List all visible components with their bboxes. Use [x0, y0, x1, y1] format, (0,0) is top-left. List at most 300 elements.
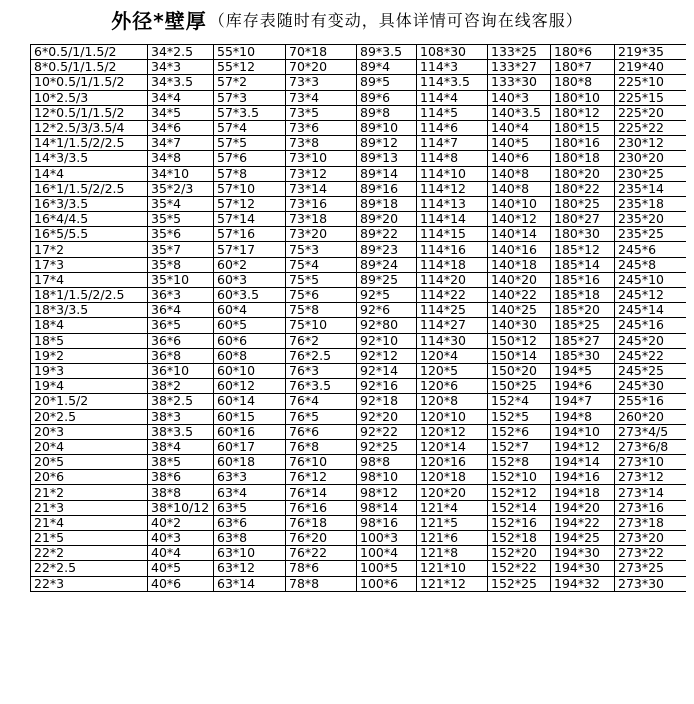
- table-cell: 235*25: [615, 227, 687, 242]
- table-cell: 92*5: [357, 288, 417, 303]
- table-cell: 57*17: [214, 242, 286, 257]
- table-cell: 273*30: [615, 576, 687, 591]
- table-cell: 92*12: [357, 348, 417, 363]
- table-row: [31, 90, 687, 105]
- table-cell: 89*8: [357, 105, 417, 120]
- table-cell: 92*80: [357, 318, 417, 333]
- table-cell: 121*5: [417, 515, 488, 530]
- table-cell: 120*18: [417, 470, 488, 485]
- table-row: [31, 531, 687, 546]
- table-cell: 120*10: [417, 409, 488, 424]
- table-cell: 60*8: [214, 348, 286, 363]
- table-cell: 235*14: [615, 181, 687, 196]
- table-cell: 57*8: [214, 166, 286, 181]
- table-cell: 92*16: [357, 379, 417, 394]
- table-cell: 114*6: [417, 120, 488, 135]
- table-cell: 14*4: [31, 166, 148, 181]
- table-cell: 140*6: [488, 151, 551, 166]
- table-cell: 245*14: [615, 303, 687, 318]
- table-cell: 73*14: [286, 181, 357, 196]
- table-cell: 76*22: [286, 546, 357, 561]
- table-cell: 98*12: [357, 485, 417, 500]
- table-cell: 120*8: [417, 394, 488, 409]
- table-row: [31, 227, 687, 242]
- table-row: [31, 105, 687, 120]
- table-cell: 114*14: [417, 212, 488, 227]
- table-cell: 92*10: [357, 333, 417, 348]
- table-cell: 22*2: [31, 546, 148, 561]
- table-cell: 152*4: [488, 394, 551, 409]
- table-cell: 114*13: [417, 196, 488, 211]
- table-cell: 180*12: [551, 105, 615, 120]
- table-cell: 38*8: [148, 485, 214, 500]
- table-cell: 60*16: [214, 424, 286, 439]
- table-cell: 121*4: [417, 500, 488, 515]
- table-cell: 255*16: [615, 394, 687, 409]
- table-cell: 36*6: [148, 333, 214, 348]
- table-cell: 76*8: [286, 439, 357, 454]
- table-cell: 89*24: [357, 257, 417, 272]
- table-cell: 180*18: [551, 151, 615, 166]
- table-cell: 35*6: [148, 227, 214, 242]
- table-cell: 35*5: [148, 212, 214, 227]
- table-cell: 57*2: [214, 75, 286, 90]
- table-cell: 35*2/3: [148, 181, 214, 196]
- table-cell: 92*14: [357, 363, 417, 378]
- table-row: [31, 439, 687, 454]
- table-row: [31, 166, 687, 181]
- stock-table-body: [31, 45, 687, 592]
- table-cell: 57*4: [214, 120, 286, 135]
- table-cell: 140*25: [488, 303, 551, 318]
- table-row: [31, 333, 687, 348]
- table-cell: 273*14: [615, 485, 687, 500]
- table-cell: 78*6: [286, 561, 357, 576]
- table-row: [31, 363, 687, 378]
- table-cell: 152*7: [488, 439, 551, 454]
- title-main: 外径*壁厚: [111, 8, 207, 33]
- table-row: [31, 272, 687, 287]
- table-row: [31, 500, 687, 515]
- table-row: [31, 242, 687, 257]
- table-cell: 14*1/1.5/2/2.5: [31, 136, 148, 151]
- table-cell: 57*16: [214, 227, 286, 242]
- table-cell: 20*3: [31, 424, 148, 439]
- table-cell: 12*2.5/3/3.5/4: [31, 120, 148, 135]
- table-cell: 140*8: [488, 166, 551, 181]
- table-cell: 89*4: [357, 60, 417, 75]
- table-cell: 38*3: [148, 409, 214, 424]
- table-cell: 60*2: [214, 257, 286, 272]
- table-cell: 78*8: [286, 576, 357, 591]
- table-row: [31, 546, 687, 561]
- table-cell: 152*12: [488, 485, 551, 500]
- table-cell: 16*3/3.5: [31, 196, 148, 211]
- table-cell: 273*20: [615, 531, 687, 546]
- table-cell: 180*22: [551, 181, 615, 196]
- table-cell: 180*27: [551, 212, 615, 227]
- table-cell: 245*16: [615, 318, 687, 333]
- table-cell: 150*12: [488, 333, 551, 348]
- table-cell: 38*2.5: [148, 394, 214, 409]
- table-cell: 273*22: [615, 546, 687, 561]
- table-cell: 63*5: [214, 500, 286, 515]
- table-cell: 76*4: [286, 394, 357, 409]
- table-cell: 235*20: [615, 212, 687, 227]
- table-cell: 185*30: [551, 348, 615, 363]
- table-cell: 114*20: [417, 272, 488, 287]
- table-cell: 36*3: [148, 288, 214, 303]
- table-cell: 73*10: [286, 151, 357, 166]
- table-cell: 140*4: [488, 120, 551, 135]
- table-cell: 38*6: [148, 470, 214, 485]
- table-cell: 10*2.5/3: [31, 90, 148, 105]
- table-cell: 230*20: [615, 151, 687, 166]
- table-cell: 34*2.5: [148, 45, 214, 60]
- table-cell: 60*12: [214, 379, 286, 394]
- table-cell: 73*3: [286, 75, 357, 90]
- table-cell: 185*20: [551, 303, 615, 318]
- table-cell: 20*6: [31, 470, 148, 485]
- table-cell: 75*6: [286, 288, 357, 303]
- table-cell: 76*12: [286, 470, 357, 485]
- table-cell: 60*6: [214, 333, 286, 348]
- table-cell: 152*22: [488, 561, 551, 576]
- table-row: [31, 136, 687, 151]
- table-row: [31, 151, 687, 166]
- table-cell: 152*18: [488, 531, 551, 546]
- table-cell: 194*25: [551, 531, 615, 546]
- table-cell: 273*16: [615, 500, 687, 515]
- table-row: [31, 455, 687, 470]
- table-cell: 194*20: [551, 500, 615, 515]
- table-cell: 114*3.5: [417, 75, 488, 90]
- table-cell: 185*27: [551, 333, 615, 348]
- table-cell: 114*18: [417, 257, 488, 272]
- table-cell: 120*12: [417, 424, 488, 439]
- table-row: [31, 379, 687, 394]
- table-cell: 114*5: [417, 105, 488, 120]
- table-cell: 121*8: [417, 546, 488, 561]
- table-cell: 60*10: [214, 363, 286, 378]
- table-cell: 219*35: [615, 45, 687, 60]
- table-cell: 40*6: [148, 576, 214, 591]
- table-row: [31, 257, 687, 272]
- table-row: [31, 45, 687, 60]
- table-cell: 180*30: [551, 227, 615, 242]
- table-cell: 150*14: [488, 348, 551, 363]
- title-subtitle: （库存表随时有变动，具体详情可咨询在线客服）: [208, 10, 583, 30]
- table-cell: 21*2: [31, 485, 148, 500]
- table-cell: 108*30: [417, 45, 488, 60]
- table-cell: 89*5: [357, 75, 417, 90]
- table-cell: 10*0.5/1/1.5/2: [31, 75, 148, 90]
- table-cell: 36*4: [148, 303, 214, 318]
- table-cell: 150*20: [488, 363, 551, 378]
- table-cell: 75*10: [286, 318, 357, 333]
- table-cell: 76*5: [286, 409, 357, 424]
- table-cell: 100*5: [357, 561, 417, 576]
- table-cell: 194*16: [551, 470, 615, 485]
- table-cell: 245*6: [615, 242, 687, 257]
- table-cell: 89*12: [357, 136, 417, 151]
- table-cell: 63*8: [214, 531, 286, 546]
- table-cell: 76*20: [286, 531, 357, 546]
- table-cell: 98*8: [357, 455, 417, 470]
- table-cell: 16*1/1.5/2/2.5: [31, 181, 148, 196]
- table-row: [31, 348, 687, 363]
- table-cell: 57*3: [214, 90, 286, 105]
- table-cell: 60*5: [214, 318, 286, 333]
- table-cell: 114*4: [417, 90, 488, 105]
- table-cell: 185*18: [551, 288, 615, 303]
- table-cell: 75*3: [286, 242, 357, 257]
- table-cell: 76*16: [286, 500, 357, 515]
- table-cell: 34*10: [148, 166, 214, 181]
- table-cell: 73*5: [286, 105, 357, 120]
- table-cell: 19*2: [31, 348, 148, 363]
- table-cell: 245*8: [615, 257, 687, 272]
- table-cell: 114*27: [417, 318, 488, 333]
- table-cell: 89*13: [357, 151, 417, 166]
- table-cell: 219*40: [615, 60, 687, 75]
- table-row: [31, 212, 687, 227]
- table-cell: 225*10: [615, 75, 687, 90]
- table-cell: 73*20: [286, 227, 357, 242]
- table-cell: 40*4: [148, 546, 214, 561]
- table-cell: 194*18: [551, 485, 615, 500]
- table-cell: 92*18: [357, 394, 417, 409]
- table-cell: 20*5: [31, 455, 148, 470]
- table-cell: 60*15: [214, 409, 286, 424]
- table-cell: 180*25: [551, 196, 615, 211]
- table-cell: 114*30: [417, 333, 488, 348]
- table-cell: 245*22: [615, 348, 687, 363]
- stock-table-container: [30, 44, 686, 704]
- table-cell: 273*25: [615, 561, 687, 576]
- table-cell: 230*12: [615, 136, 687, 151]
- table-cell: 225*20: [615, 105, 687, 120]
- table-cell: 180*15: [551, 120, 615, 135]
- table-row: [31, 318, 687, 333]
- table-cell: 120*14: [417, 439, 488, 454]
- table-cell: 89*22: [357, 227, 417, 242]
- table-cell: 120*5: [417, 363, 488, 378]
- table-cell: 140*16: [488, 242, 551, 257]
- table-cell: 63*10: [214, 546, 286, 561]
- table-cell: 121*12: [417, 576, 488, 591]
- table-cell: 18*3/3.5: [31, 303, 148, 318]
- table-cell: 140*20: [488, 272, 551, 287]
- table-cell: 89*6: [357, 90, 417, 105]
- table-row: [31, 196, 687, 211]
- table-cell: 120*4: [417, 348, 488, 363]
- table-cell: 273*18: [615, 515, 687, 530]
- table-cell: 185*25: [551, 318, 615, 333]
- table-cell: 194*30: [551, 561, 615, 576]
- table-cell: 73*12: [286, 166, 357, 181]
- table-cell: 152*16: [488, 515, 551, 530]
- table-cell: 133*25: [488, 45, 551, 60]
- table-cell: 194*6: [551, 379, 615, 394]
- table-cell: 140*3.5: [488, 105, 551, 120]
- table-cell: 35*8: [148, 257, 214, 272]
- table-cell: 121*10: [417, 561, 488, 576]
- table-cell: 114*8: [417, 151, 488, 166]
- table-cell: 140*3: [488, 90, 551, 105]
- table-cell: 273*10: [615, 455, 687, 470]
- table-cell: 17*2: [31, 242, 148, 257]
- table-cell: 63*6: [214, 515, 286, 530]
- table-cell: 20*4: [31, 439, 148, 454]
- table-cell: 16*4/4.5: [31, 212, 148, 227]
- table-cell: 98*14: [357, 500, 417, 515]
- table-row: [31, 470, 687, 485]
- table-cell: 16*5/5.5: [31, 227, 148, 242]
- table-cell: 89*3.5: [357, 45, 417, 60]
- table-cell: 22*2.5: [31, 561, 148, 576]
- table-cell: 73*4: [286, 90, 357, 105]
- table-cell: 140*22: [488, 288, 551, 303]
- table-cell: 34*3: [148, 60, 214, 75]
- table-cell: 6*0.5/1/1.5/2: [31, 45, 148, 60]
- table-cell: 22*3: [31, 576, 148, 591]
- stock-table: [30, 44, 686, 592]
- table-cell: 260*20: [615, 409, 687, 424]
- table-cell: 245*25: [615, 363, 687, 378]
- table-cell: 273*6/8: [615, 439, 687, 454]
- table-cell: 114*3: [417, 60, 488, 75]
- table-cell: 14*3/3.5: [31, 151, 148, 166]
- table-row: [31, 394, 687, 409]
- table-cell: 40*2: [148, 515, 214, 530]
- table-cell: 114*25: [417, 303, 488, 318]
- table-cell: 60*3.5: [214, 288, 286, 303]
- page-title: [0, 0, 694, 38]
- table-cell: 114*12: [417, 181, 488, 196]
- table-cell: 18*4: [31, 318, 148, 333]
- table-cell: 76*18: [286, 515, 357, 530]
- table-cell: 120*16: [417, 455, 488, 470]
- table-cell: 245*12: [615, 288, 687, 303]
- table-cell: 76*3: [286, 363, 357, 378]
- table-cell: 38*10/12: [148, 500, 214, 515]
- table-cell: 194*10: [551, 424, 615, 439]
- table-row: [31, 485, 687, 500]
- table-cell: 89*14: [357, 166, 417, 181]
- table-cell: 152*14: [488, 500, 551, 515]
- table-cell: 140*14: [488, 227, 551, 242]
- table-cell: 76*3.5: [286, 379, 357, 394]
- table-cell: 98*10: [357, 470, 417, 485]
- table-cell: 245*30: [615, 379, 687, 394]
- table-cell: 89*18: [357, 196, 417, 211]
- table-cell: 140*10: [488, 196, 551, 211]
- table-row: [31, 561, 687, 576]
- table-cell: 73*18: [286, 212, 357, 227]
- table-cell: 194*32: [551, 576, 615, 591]
- table-cell: 98*16: [357, 515, 417, 530]
- table-cell: 75*4: [286, 257, 357, 272]
- table-cell: 245*20: [615, 333, 687, 348]
- table-cell: 12*0.5/1/1.5/2: [31, 105, 148, 120]
- table-cell: 225*22: [615, 120, 687, 135]
- table-cell: 73*16: [286, 196, 357, 211]
- table-cell: 273*12: [615, 470, 687, 485]
- table-cell: 180*7: [551, 60, 615, 75]
- table-cell: 76*2: [286, 333, 357, 348]
- table-cell: 35*7: [148, 242, 214, 257]
- table-cell: 57*14: [214, 212, 286, 227]
- table-cell: 194*22: [551, 515, 615, 530]
- table-cell: 120*20: [417, 485, 488, 500]
- table-cell: 57*3.5: [214, 105, 286, 120]
- table-cell: 152*10: [488, 470, 551, 485]
- table-cell: 114*22: [417, 288, 488, 303]
- table-cell: 38*5: [148, 455, 214, 470]
- table-cell: 92*25: [357, 439, 417, 454]
- table-cell: 19*4: [31, 379, 148, 394]
- table-cell: 235*18: [615, 196, 687, 211]
- table-cell: 34*8: [148, 151, 214, 166]
- table-cell: 60*18: [214, 455, 286, 470]
- table-cell: 38*2: [148, 379, 214, 394]
- table-cell: 194*30: [551, 546, 615, 561]
- table-cell: 40*3: [148, 531, 214, 546]
- table-cell: 89*16: [357, 181, 417, 196]
- table-cell: 60*4: [214, 303, 286, 318]
- table-row: [31, 409, 687, 424]
- table-cell: 114*15: [417, 227, 488, 242]
- table-cell: 57*5: [214, 136, 286, 151]
- table-cell: 273*4/5: [615, 424, 687, 439]
- table-cell: 140*12: [488, 212, 551, 227]
- table-cell: 76*6: [286, 424, 357, 439]
- table-cell: 100*3: [357, 531, 417, 546]
- table-cell: 194*8: [551, 409, 615, 424]
- table-cell: 34*4: [148, 90, 214, 105]
- table-cell: 89*10: [357, 120, 417, 135]
- table-cell: 89*20: [357, 212, 417, 227]
- table-cell: 36*8: [148, 348, 214, 363]
- table-cell: 152*25: [488, 576, 551, 591]
- table-cell: 63*3: [214, 470, 286, 485]
- table-cell: 70*18: [286, 45, 357, 60]
- table-cell: 180*20: [551, 166, 615, 181]
- table-cell: 35*4: [148, 196, 214, 211]
- table-row: [31, 303, 687, 318]
- table-cell: 55*12: [214, 60, 286, 75]
- table-cell: 114*10: [417, 166, 488, 181]
- table-cell: 180*10: [551, 90, 615, 105]
- table-cell: 36*5: [148, 318, 214, 333]
- table-cell: 57*6: [214, 151, 286, 166]
- table-cell: 92*6: [357, 303, 417, 318]
- table-cell: 20*2.5: [31, 409, 148, 424]
- table-cell: 21*3: [31, 500, 148, 515]
- table-row: [31, 288, 687, 303]
- table-cell: 140*18: [488, 257, 551, 272]
- table-cell: 76*14: [286, 485, 357, 500]
- table-cell: 34*5: [148, 105, 214, 120]
- table-cell: 230*25: [615, 166, 687, 181]
- table-cell: 63*4: [214, 485, 286, 500]
- table-cell: 180*8: [551, 75, 615, 90]
- table-cell: 89*25: [357, 272, 417, 287]
- table-cell: 100*4: [357, 546, 417, 561]
- table-cell: 38*4: [148, 439, 214, 454]
- table-cell: 114*7: [417, 136, 488, 151]
